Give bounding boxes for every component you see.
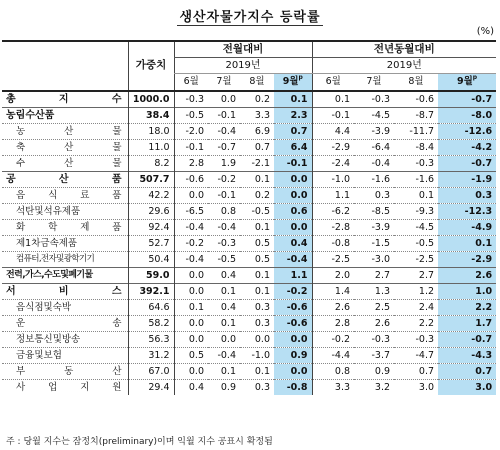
yoy-cell: -8.0 [438,107,496,123]
mom-header: 전월대비 [174,41,312,58]
ppi-table [2,40,496,395]
mom-cell: -0.4 [208,219,240,235]
yoy-cell: 2.4 [394,299,438,315]
mom-cell: 0.1 [254,285,270,297]
table-row [2,203,496,219]
table-row [2,299,496,315]
yoy-cell: 1.2 [418,285,435,297]
mom-cell: -0.3 [174,91,208,108]
yoy-cell: -2.8 [312,219,354,235]
mom-cell: 0.0 [208,331,240,347]
yoy-cell: -0.6 [415,93,435,105]
yoy-cell: -0.3 [394,155,438,171]
yoy-cell: 1.3 [374,285,391,297]
table-row [2,235,496,251]
mom-cell: -6.5 [174,203,208,219]
mom-cell: 0.1 [174,299,208,315]
yoy-cell: -3.7 [354,347,394,363]
mom-cell: -0.4 [208,123,240,139]
yoy-cell: -0.1 [312,107,354,123]
weight-cell: 50.4 [128,251,174,267]
mom-cell: -0.3 [208,235,240,251]
mom-cell: -1.0 [240,347,274,363]
yoy-cell: -8.4 [394,139,438,155]
yoy-cell: -9.3 [394,203,438,219]
weight-cell: 52.7 [128,235,174,251]
mom-cell: 0.1 [240,363,274,379]
yoy-cell: -2.5 [394,251,438,267]
yoy-cell: 1.4 [312,283,354,299]
mom-cell: -0.4 [174,251,208,267]
mom-cell: -0.1 [217,109,236,121]
mom-cell: -0.1 [274,155,312,171]
yoy-cell: -0.8 [312,235,354,251]
preliminary-mark: p [298,74,303,82]
yoy-cell: 2.7 [418,269,435,281]
yoy-cell: 2.5 [354,299,394,315]
yoy-cell: -0.3 [371,93,391,105]
mom-cell: 0.0 [174,315,208,331]
yoy-cell: 0.8 [312,363,354,379]
yoy-cell: 0.1 [394,187,438,203]
yoy-cell: -4.5 [371,109,391,121]
mom-cell: 0.3 [240,299,274,315]
weight-cell: 29.4 [128,379,174,395]
table-row [2,267,496,283]
yoy-cell: 0.7 [394,363,438,379]
mom-cell: -0.2 [174,235,208,251]
table-header [2,41,496,91]
mom-cell: -2.1 [240,155,274,171]
yoy-cell: 4.4 [312,123,354,139]
mom-cell: 0.0 [174,283,208,299]
table-row [2,139,496,155]
weight-cell: 1000.0 [128,91,174,108]
mom-cell: 0.0 [274,331,312,347]
table-row [2,107,496,123]
mom-cell: 0.9 [208,379,240,395]
table-row [2,283,496,299]
row-label: 석탄및석유제품 [2,203,128,219]
yoy-cell: 3.3 [312,379,354,395]
table-row [2,155,496,171]
table-row [2,219,496,235]
mom-cell: 1.9 [208,155,240,171]
row-label: 정보통신및방송 [2,331,128,347]
mom-cell: 0.2 [254,93,270,105]
row-label: 음 식 료 품 [2,187,128,203]
footnote: 주 : 당월 지수는 잠정치(preliminary)이며 익월 지수 공표시 확정됨 [6,437,273,447]
page-title [0,6,500,25]
mom-cell: -0.8 [274,379,312,395]
mom-cell: -0.4 [274,251,312,267]
yoy-cell: 2.6 [312,299,354,315]
title-text: 생산자물가지수 등락률 [179,10,321,25]
mom-cell: 0.8 [208,203,240,219]
mom-cell: -2.0 [174,123,208,139]
yoy-cell: -11.7 [394,123,438,139]
yoy-cell: -1.9 [438,171,496,187]
mom-cell: 0.0 [274,171,312,187]
mom-cell: 0.0 [174,363,208,379]
row-label: 사 업 지 원 [2,379,128,395]
yoy-cell: 0.3 [438,187,496,203]
mom-cell: 0.1 [254,173,270,185]
yoy-cell: -0.7 [438,91,496,108]
mom-cell: 6.4 [274,139,312,155]
mom-cell: 0.5 [240,251,274,267]
yoy-month-header: 6월 [312,74,354,91]
mom-cell: 0.1 [254,269,270,281]
yoy-header: 전년동월대비 [312,41,496,58]
mom-cell: -0.5 [240,203,274,219]
mom-cell: -0.6 [174,171,208,187]
yoy-cell: -1.6 [371,173,391,185]
yoy-cell: 0.9 [354,363,394,379]
mom-cell: 0.0 [174,267,208,283]
yoy-cell: -3.9 [354,123,394,139]
mom-month-header: 6월 [174,74,208,91]
yoy-cell: -4.4 [312,347,354,363]
mom-cell: 0.4 [208,299,240,315]
weight-cell: 58.2 [128,315,174,331]
yoy-month-header: 7월 [366,76,382,88]
yoy-cell: -1.0 [312,171,354,187]
yoy-cell: 2.6 [354,315,394,331]
unit-label: (%) [476,26,494,37]
yoy-cell: 2.8 [312,315,354,331]
yoy-cell: 0.7 [438,363,496,379]
yoy-cell: -4.7 [394,347,438,363]
table-row [2,331,496,347]
weight-cell: 64.6 [128,299,174,315]
row-label: 수 산 물 [2,155,128,171]
yoy-cell: -12.6 [438,123,496,139]
yoy-cell: -2.5 [312,251,354,267]
preliminary-mark: p [472,74,478,82]
mom-cell: -0.7 [208,139,240,155]
table-row [2,347,496,363]
weight-cell: 59.0 [128,267,174,283]
mom-cell: 0.3 [240,315,274,331]
row-label: 제1차금속제품 [2,235,128,251]
yoy-cell: -6.4 [354,139,394,155]
mom-cell: -0.1 [208,187,240,203]
weight-cell: 31.2 [128,347,174,363]
table-row [2,363,496,379]
yoy-cell: -0.3 [394,331,438,347]
weight-cell: 67.0 [128,363,174,379]
mom-cell: 6.9 [240,123,274,139]
row-label: 축 산 물 [2,139,128,155]
yoy-cell: -2.4 [312,155,354,171]
weight-cell: 507.7 [128,171,174,187]
mom-cell: -0.4 [174,219,208,235]
mom-cell: 1.1 [274,267,312,283]
mom-cell: 0.1 [208,363,240,379]
table-row [2,379,496,395]
yoy-cell: 2.7 [374,269,391,281]
weight-header: 가중치 [128,41,174,91]
yoy-cell: -4.9 [438,219,496,235]
yoy-cell: 0.1 [438,235,496,251]
weight-cell: 11.0 [128,139,174,155]
mom-cell: 0.0 [174,187,208,203]
weight-cell: 29.6 [128,203,174,219]
mom-cell: 0.1 [220,285,236,297]
mom-cell: -0.5 [174,107,208,123]
yoy-cell: 1.1 [312,187,354,203]
yoy-cell: -0.2 [312,331,354,347]
mom-cell: 0.0 [274,219,312,235]
mom-month-header: 7월 [216,76,232,88]
yoy-cell: 0.1 [312,91,354,108]
yoy-cell: -0.7 [438,331,496,347]
weight-cell: 18.0 [128,123,174,139]
yoy-cell: -2.9 [438,251,496,267]
mom-cell: 0.0 [274,363,312,379]
yoy-cell: -0.4 [354,155,394,171]
mom-cell: 0.1 [274,91,312,108]
row-label: 음식점및숙박 [2,299,128,315]
row-label: 총 지 수 [6,93,122,105]
mom-cell: 0.1 [208,315,240,331]
yoy-cell: -1.6 [415,173,435,185]
yoy-month-header: 8월 [408,76,424,88]
mom-cell: 0.0 [274,187,312,203]
mom-cell: 0.4 [174,379,208,395]
mom-cell: 0.0 [220,93,236,105]
mom-cell: -0.1 [174,139,208,155]
mom-cell: 0.6 [274,203,312,219]
yoy-cell: -0.7 [438,155,496,171]
weight-cell: 8.2 [128,155,174,171]
row-label: 공 산 품 [6,173,122,185]
weight-cell: 392.1 [128,283,174,299]
yoy-cell: -8.7 [415,109,435,121]
table-row [2,251,496,267]
yoy-cell: 2.0 [312,267,354,283]
mom-cell: 0.0 [174,331,208,347]
mom-cell: -0.2 [217,173,236,185]
yoy-cell: -6.2 [312,203,354,219]
yoy-cell: -3.0 [354,251,394,267]
row-label: 화 학 제 품 [2,219,128,235]
yoy-cell: -0.5 [394,235,438,251]
yoy-cell: 3.0 [394,379,438,395]
yoy-year-header: 2019년 [312,58,496,74]
mom-cell: 0.7 [240,139,274,155]
label-header [2,41,128,91]
yoy-cell: -8.5 [354,203,394,219]
mom-cell: -0.6 [274,315,312,331]
mom-cell: 0.0 [240,331,274,347]
mom-month-header: 8월 [249,76,265,88]
row-label: 컴퓨터,전자및광학기기 [2,251,128,267]
table-row [2,187,496,203]
mom-cell: 2.3 [274,107,312,123]
row-label: 전력,가스,수도및폐기물 [6,269,93,280]
weight-cell: 42.2 [128,187,174,203]
mom-cell: 0.7 [274,123,312,139]
yoy-cell: -0.3 [354,331,394,347]
yoy-cell: -1.5 [354,235,394,251]
yoy-cell: 3.0 [438,379,496,395]
yoy-cell: -4.2 [438,139,496,155]
mom-cell: 0.5 [240,235,274,251]
yoy-month-header: 9월$^p$ [438,74,496,91]
mom-cell: 0.2 [240,187,274,203]
row-label: 부 동 산 [2,363,128,379]
mom-cell: -0.4 [208,347,240,363]
table-row [2,171,496,187]
yoy-cell: -4.3 [438,347,496,363]
row-label: 서 비 스 [6,285,122,297]
table-row [2,91,496,108]
weight-cell: 38.4 [128,107,174,123]
table-row [2,123,496,139]
yoy-cell: -4.5 [394,219,438,235]
table-body [2,91,496,395]
yoy-cell: 1.0 [438,283,496,299]
yoy-cell: 3.2 [354,379,394,395]
row-label: 금융및보험 [2,347,128,363]
mom-cell: 0.4 [220,269,236,281]
mom-cell: 2.8 [174,155,208,171]
weight-cell: 92.4 [128,219,174,235]
yoy-cell: 2.2 [438,299,496,315]
yoy-cell: 0.3 [354,187,394,203]
mom-cell: -0.6 [274,299,312,315]
mom-cell: 0.3 [240,379,274,395]
mom-cell: 0.1 [240,219,274,235]
row-label: 농림수산품 [6,109,55,121]
mom-year-header: 2019년 [174,58,312,74]
mom-cell: 3.3 [254,109,270,121]
yoy-cell: -12.3 [438,203,496,219]
row-label: 농 산 물 [2,123,128,139]
row-label: 운 송 [2,315,128,331]
weight-cell: 56.3 [128,331,174,347]
mom-cell: 0.5 [174,347,208,363]
yoy-cell: 2.6 [438,267,496,283]
mom-cell: -0.2 [274,283,312,299]
mom-cell: -0.5 [208,251,240,267]
mom-cell: 0.4 [274,235,312,251]
mom-cell: 0.9 [274,347,312,363]
yoy-cell: 1.7 [438,315,496,331]
yoy-cell: -3.9 [354,219,394,235]
mom-month-header: 9월$^p$ [274,74,312,91]
table-row [2,315,496,331]
yoy-cell: -2.9 [312,139,354,155]
yoy-cell: 2.2 [394,315,438,331]
